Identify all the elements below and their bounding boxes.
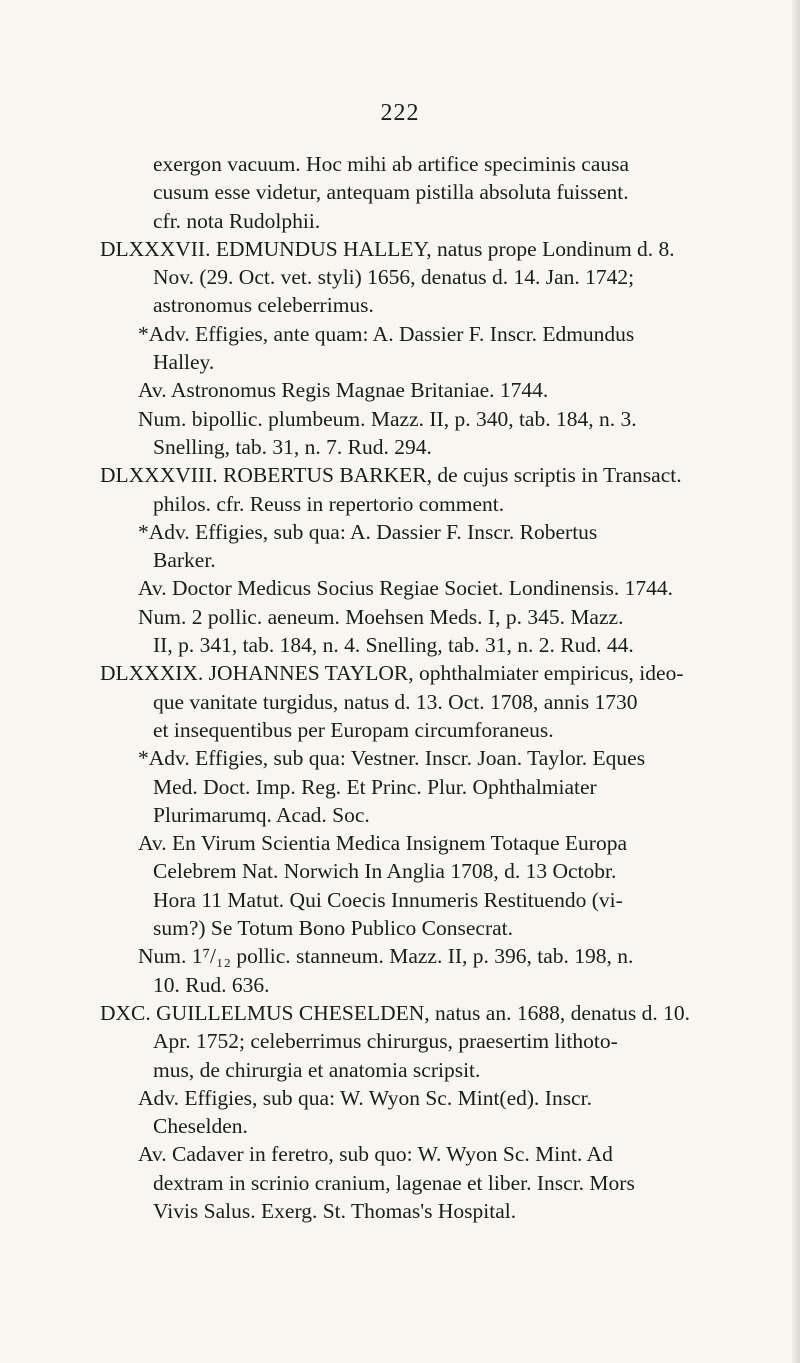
text-line: Av. Astronomus Regis Magnae Britaniae. 1744. bbox=[138, 378, 549, 403]
text-line: philos. cfr. Reuss in repertorio comment. bbox=[153, 491, 505, 516]
text-line: II, p. 341, tab. 184, n. 4. Snelling, tab. 31, n. 2. Rud. 44. bbox=[153, 633, 634, 658]
text-line: Num. 1⁷/₁₂ pollic. stanneum. Mazz. II, p. 396, tab. 198, n. bbox=[138, 944, 634, 969]
text-line: Av. En Virum Scientia Medica Insignem Totaque Europa bbox=[138, 831, 627, 856]
text-line: Barker. bbox=[153, 548, 216, 573]
text-line: Num. 2 pollic. aeneum. Moehsen Meds. I, p. 345. Mazz. bbox=[138, 604, 624, 629]
entry-heading-dxc: DXC. GUILLELMUS CHESELDEN, natus an. 1688, denatus d. 10. bbox=[100, 1000, 691, 1025]
text-line: Halley. bbox=[153, 350, 215, 375]
text-line: cfr. nota Rudolphii. bbox=[153, 208, 321, 233]
text-line: dextram in scrinio cranium, lagenae et liber. Inscr. Mors bbox=[153, 1170, 635, 1195]
text-line: Snelling, tab. 31, n. 7. Rud. 294. bbox=[153, 434, 432, 459]
text-line: *Adv. Effigies, sub qua: Vestner. Inscr. Joan. Taylor. Eques bbox=[138, 746, 646, 771]
text-line: mus, de chirurgia et anatomia scripsit. bbox=[153, 1057, 481, 1082]
text-line: Cheselden. bbox=[153, 1114, 248, 1139]
text-line: cusum esse videtur, antequam pistilla absoluta fuissent. bbox=[153, 180, 629, 205]
text-line: Apr. 1752; celeberrimus chirurgus, praesertim lithoto- bbox=[153, 1029, 618, 1054]
text-line: 10. Rud. 636. bbox=[153, 972, 270, 997]
text-line: Nov. (29. Oct. vet. styli) 1656, denatus d. 14. Jan. 1742; bbox=[153, 265, 635, 290]
text-line: Plurimarumq. Acad. Soc. bbox=[153, 802, 370, 827]
page-number: 222 bbox=[380, 100, 420, 126]
entry-heading-dlxxxviii: DLXXXVIII. ROBERTUS BARKER, de cujus scriptis in Transact. bbox=[100, 463, 682, 488]
page-edge bbox=[792, 0, 800, 1363]
text-line: Av. Doctor Medicus Socius Regiae Societ. Londinensis. 1744. bbox=[138, 576, 674, 601]
text-line: que vanitate turgidus, natus d. 13. Oct. 1708, annis 1730 bbox=[153, 689, 638, 714]
text-line: sum?) Se Totum Bono Publico Consecrat. bbox=[153, 916, 513, 941]
text-line: Hora 11 Matut. Qui Coecis Innumeris Restituendo (vi- bbox=[153, 887, 623, 912]
text-line: Num. bipollic. plumbeum. Mazz. II, p. 340, tab. 184, n. 3. bbox=[138, 406, 637, 431]
text-line: Av. Cadaver in feretro, sub quo: W. Wyon Sc. Mint. Ad bbox=[138, 1142, 613, 1167]
entry-heading-dlxxxix: DLXXXIX. JOHANNES TAYLOR, ophthalmiater empiricus, ideo- bbox=[100, 661, 684, 686]
entry-heading-dlxxxvii: DLXXXVII. EDMUNDUS HALLEY, natus prope Londinum d. 8. bbox=[100, 236, 675, 261]
text-line: exergon vacuum. Hoc mihi ab artifice speciminis causa bbox=[153, 152, 630, 176]
text-line: *Adv. Effigies, sub qua: A. Dassier F. Inscr. Robertus bbox=[138, 519, 598, 544]
text-line: Celebrem Nat. Norwich In Anglia 1708, d. 13 Octobr. bbox=[153, 859, 617, 884]
text-line: Med. Doct. Imp. Reg. Et Princ. Plur. Ophthalmiater bbox=[153, 774, 597, 799]
catalogue-text bbox=[100, 150, 760, 1225]
text-line: *Adv. Effigies, ante quam: A. Dassier F. Inscr. Edmundus bbox=[138, 321, 635, 346]
text-line: et insequentibus per Europam circumforaneus. bbox=[153, 717, 554, 742]
text-line: astronomus celeberrimus. bbox=[153, 293, 374, 318]
text-line: Adv. Effigies, sub qua: W. Wyon Sc. Mint(ed). Inscr. bbox=[138, 1085, 592, 1110]
text-line: Vivis Salus. Exerg. St. Thomas's Hospital. bbox=[153, 1198, 517, 1223]
